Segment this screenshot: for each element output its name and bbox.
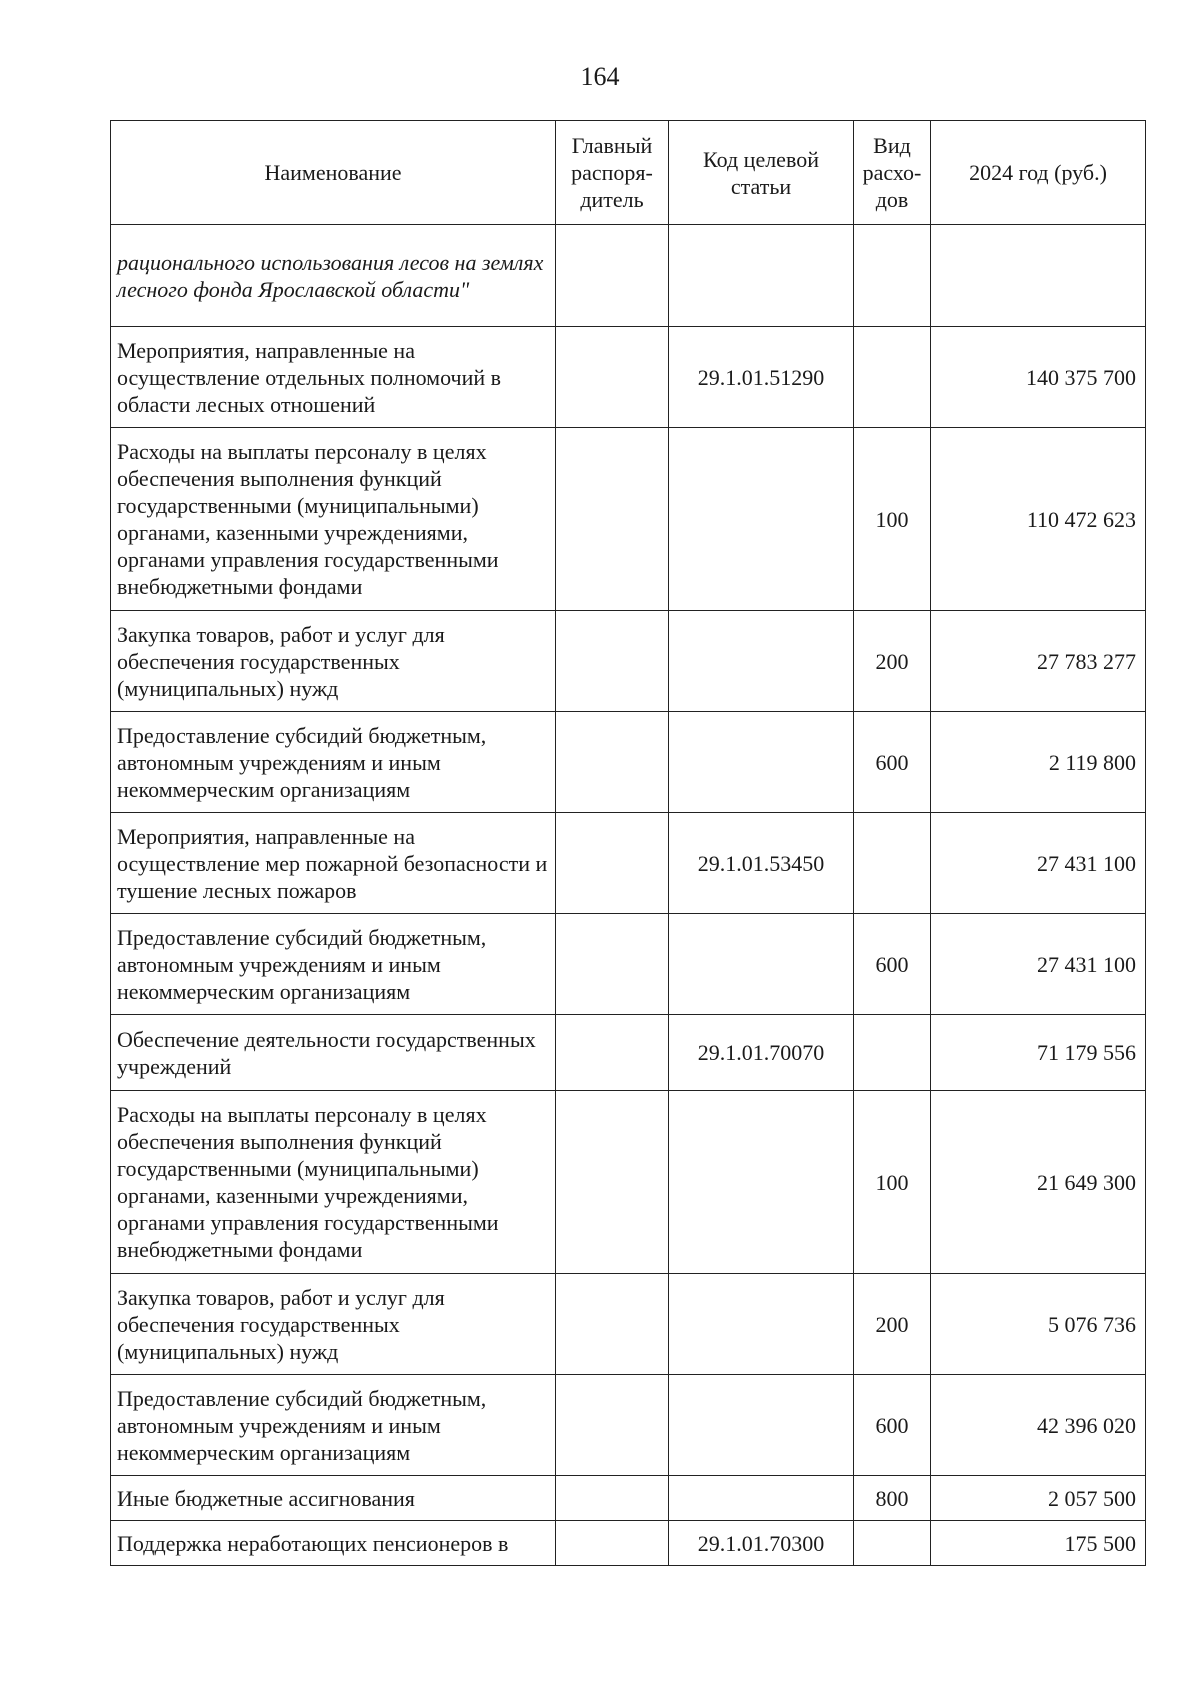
cell-code: [669, 1091, 854, 1274]
header-code: Код целевой статьи: [669, 121, 854, 225]
cell-name: Поддержка неработающих пенсионеров в: [111, 1521, 556, 1566]
cell-code: [669, 712, 854, 813]
cell-code: [669, 1274, 854, 1375]
cell-kind: 100: [854, 1091, 931, 1274]
cell-manager: [556, 1521, 669, 1566]
cell-code: [669, 428, 854, 611]
cell-manager: [556, 1476, 669, 1521]
cell-manager: [556, 1274, 669, 1375]
cell-amount: 27 431 100: [931, 914, 1146, 1015]
cell-kind: 600: [854, 712, 931, 813]
cell-manager: [556, 712, 669, 813]
cell-manager: [556, 225, 669, 327]
cell-kind: [854, 1521, 931, 1566]
cell-kind: 200: [854, 1274, 931, 1375]
cell-kind: 600: [854, 1375, 931, 1476]
table-row: [111, 1091, 1146, 1274]
cell-amount: 140 375 700: [931, 327, 1146, 428]
cell-manager: [556, 1015, 669, 1091]
table-row: [111, 712, 1146, 813]
cell-manager: [556, 428, 669, 611]
cell-manager: [556, 1375, 669, 1476]
cell-amount: 27 431 100: [931, 813, 1146, 914]
table-body: [111, 225, 1146, 1566]
header-name: Наименование: [111, 121, 556, 225]
cell-amount: 110 472 623: [931, 428, 1146, 611]
cell-amount: [931, 225, 1146, 327]
budget-table: [110, 120, 1146, 1566]
cell-manager: [556, 1091, 669, 1274]
cell-name: Расходы на выплаты персоналу в целях обеспечения выполнения функций государственными (муниципальными) органами, казенными учреждениями, органами управления государственными внебюджетными фондами: [111, 428, 556, 611]
table-row: [111, 327, 1146, 428]
cell-manager: [556, 611, 669, 712]
table-row: [111, 428, 1146, 611]
table-row: [111, 1015, 1146, 1091]
cell-amount: 27 783 277: [931, 611, 1146, 712]
cell-amount: 21 649 300: [931, 1091, 1146, 1274]
cell-manager: [556, 327, 669, 428]
cell-amount: 5 076 736: [931, 1274, 1146, 1375]
cell-name: Мероприятия, направленные на осуществление мер пожарной безопасности и тушение лесных пожаров: [111, 813, 556, 914]
cell-name: Закупка товаров, работ и услуг для обеспечения государственных (муниципальных) нужд: [111, 1274, 556, 1375]
table-row: [111, 1521, 1146, 1566]
cell-amount: 2 057 500: [931, 1476, 1146, 1521]
cell-kind: 800: [854, 1476, 931, 1521]
cell-kind: [854, 1015, 931, 1091]
cell-code: 29.1.01.51290: [669, 327, 854, 428]
cell-kind: [854, 225, 931, 327]
cell-amount: 2 119 800: [931, 712, 1146, 813]
cell-kind: [854, 813, 931, 914]
cell-name: Предоставление субсидий бюджетным, автономным учреждениям и иным некоммерческим организациям: [111, 914, 556, 1015]
table-row: [111, 1375, 1146, 1476]
cell-code: [669, 1375, 854, 1476]
cell-manager: [556, 813, 669, 914]
cell-name: Иные бюджетные ассигнования: [111, 1476, 556, 1521]
table-row: [111, 914, 1146, 1015]
table-row: [111, 225, 1146, 327]
cell-kind: 600: [854, 914, 931, 1015]
header-kind: Вид расхо-дов: [854, 121, 931, 225]
cell-name: Предоставление субсидий бюджетным, автономным учреждениям и иным некоммерческим организациям: [111, 712, 556, 813]
header-manager: Главный распоря-дитель: [556, 121, 669, 225]
cell-code: [669, 1476, 854, 1521]
cell-amount: 175 500: [931, 1521, 1146, 1566]
cell-code: 29.1.01.70300: [669, 1521, 854, 1566]
cell-name: Предоставление субсидий бюджетным, автономным учреждениям и иным некоммерческим организациям: [111, 1375, 556, 1476]
cell-kind: 100: [854, 428, 931, 611]
cell-amount: 42 396 020: [931, 1375, 1146, 1476]
cell-name: Закупка товаров, работ и услуг для обеспечения государственных (муниципальных) нужд: [111, 611, 556, 712]
table-row: [111, 1274, 1146, 1375]
table-row: [111, 1476, 1146, 1521]
cell-name: Мероприятия, направленные на осуществление отдельных полномочий в области лесных отношений: [111, 327, 556, 428]
cell-name: Расходы на выплаты персоналу в целях обеспечения выполнения функций государственными (муниципальными) органами, казенными учреждениями, органами управления государственными внебюджетными фондами: [111, 1091, 556, 1274]
cell-amount: 71 179 556: [931, 1015, 1146, 1091]
cell-kind: [854, 327, 931, 428]
table-row: [111, 611, 1146, 712]
cell-kind: 200: [854, 611, 931, 712]
cell-manager: [556, 914, 669, 1015]
cell-code: [669, 914, 854, 1015]
header-amount: 2024 год (руб.): [931, 121, 1146, 225]
cell-code: [669, 225, 854, 327]
cell-name: рационального использования лесов на землях лесного фонда Ярославской области": [111, 225, 556, 327]
table-header-row: [111, 121, 1146, 225]
cell-code: 29.1.01.70070: [669, 1015, 854, 1091]
cell-name: Обеспечение деятельности государственных учреждений: [111, 1015, 556, 1091]
table-row: [111, 813, 1146, 914]
page-number: 164: [580, 62, 620, 91]
cell-code: [669, 611, 854, 712]
cell-code: 29.1.01.53450: [669, 813, 854, 914]
